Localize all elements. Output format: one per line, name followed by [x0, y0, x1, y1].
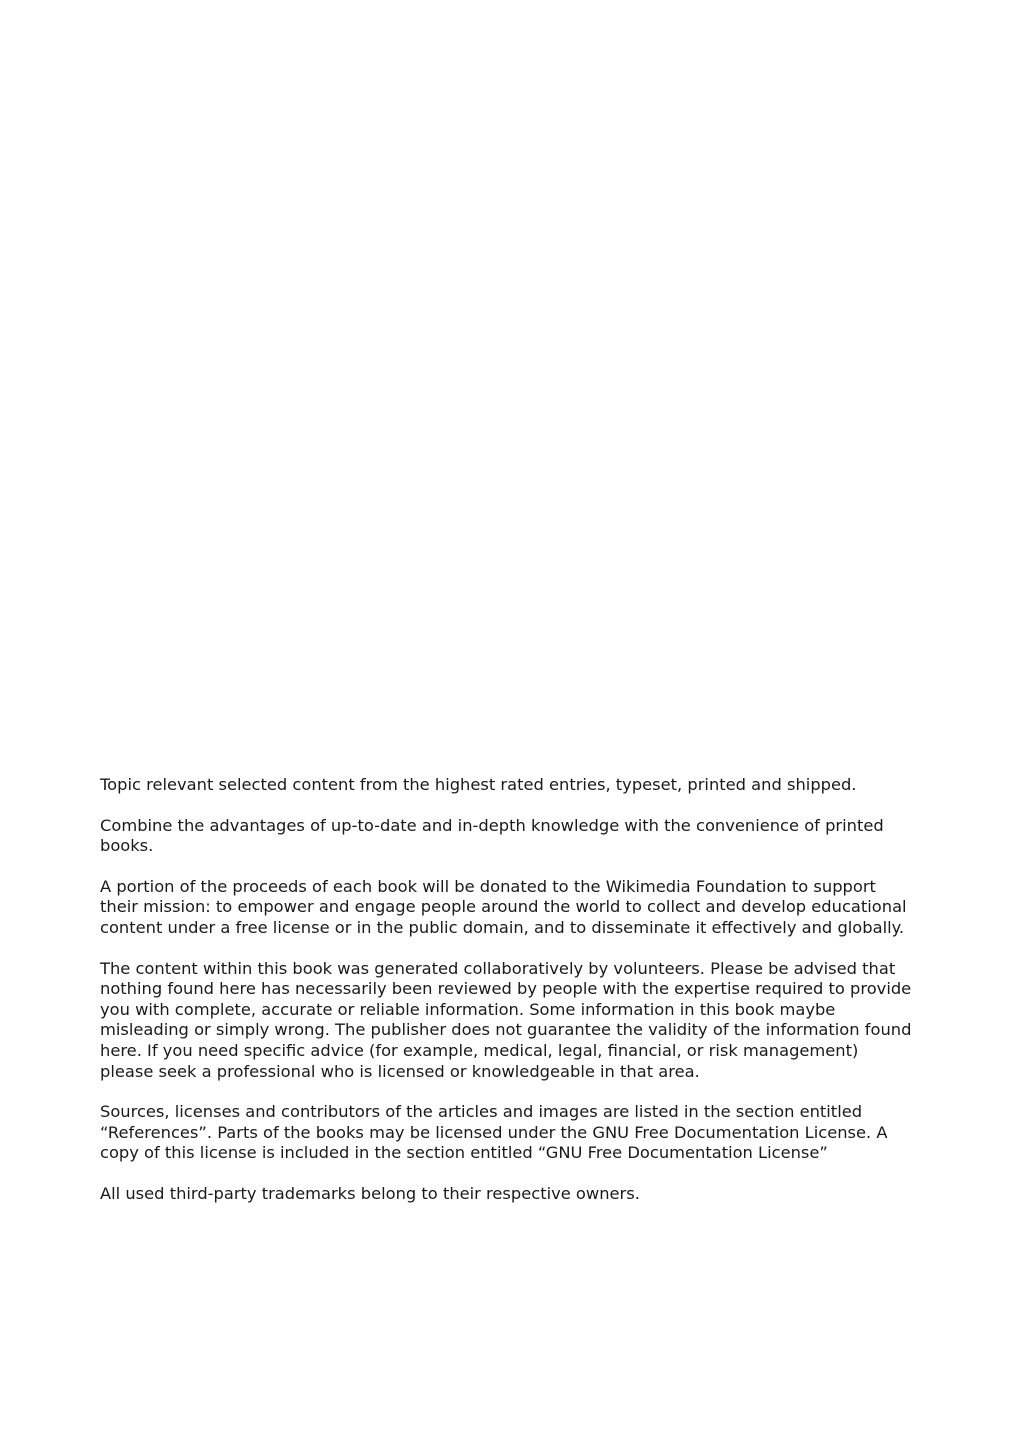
paragraph-content-disclaimer: The content within this book was generated collaboratively by volunteers. Please be advised that nothing found here has necessarily been reviewed by people with the expertise required to provide you with complete, accurate or reliable information. Some information in this book maybe misleading or simply wrong. The publisher does not guarantee the validity of the information found here. If you need specific advice (for example, medical, legal, financial, or risk management) please seek a professional who is licensed or knowledgeable in that area.	[100, 958, 912, 1081]
disclaimer-text-block	[100, 775, 915, 1205]
paragraph-wikimedia-donation: A portion of the proceeds of each book will be donated to the Wikimedia Foundation to support their mission: to empower and engage people around the world to collect and develop educational content under a free license or in the public domain, and to disseminate it effectively and globally.	[100, 876, 907, 937]
paragraph-topic-relevant: Topic relevant selected content from the highest rated entries, typeset, printed and shipped.	[100, 775, 857, 794]
paragraph-trademarks: All used third-party trademarks belong to their respective owners.	[100, 1183, 640, 1203]
paragraph-sources-licenses: Sources, licenses and contributors of the articles and images are listed in the section entitled “References”. Parts of the books may be licensed under the GNU Free Documentation License. A copy of this license is included in the section entitled “GNU Free Documentation License”	[100, 1102, 888, 1163]
paragraph-combine-advantages: Combine the advantages of up-to-date and in-depth knowledge with the convenience of printed books.	[100, 815, 884, 856]
